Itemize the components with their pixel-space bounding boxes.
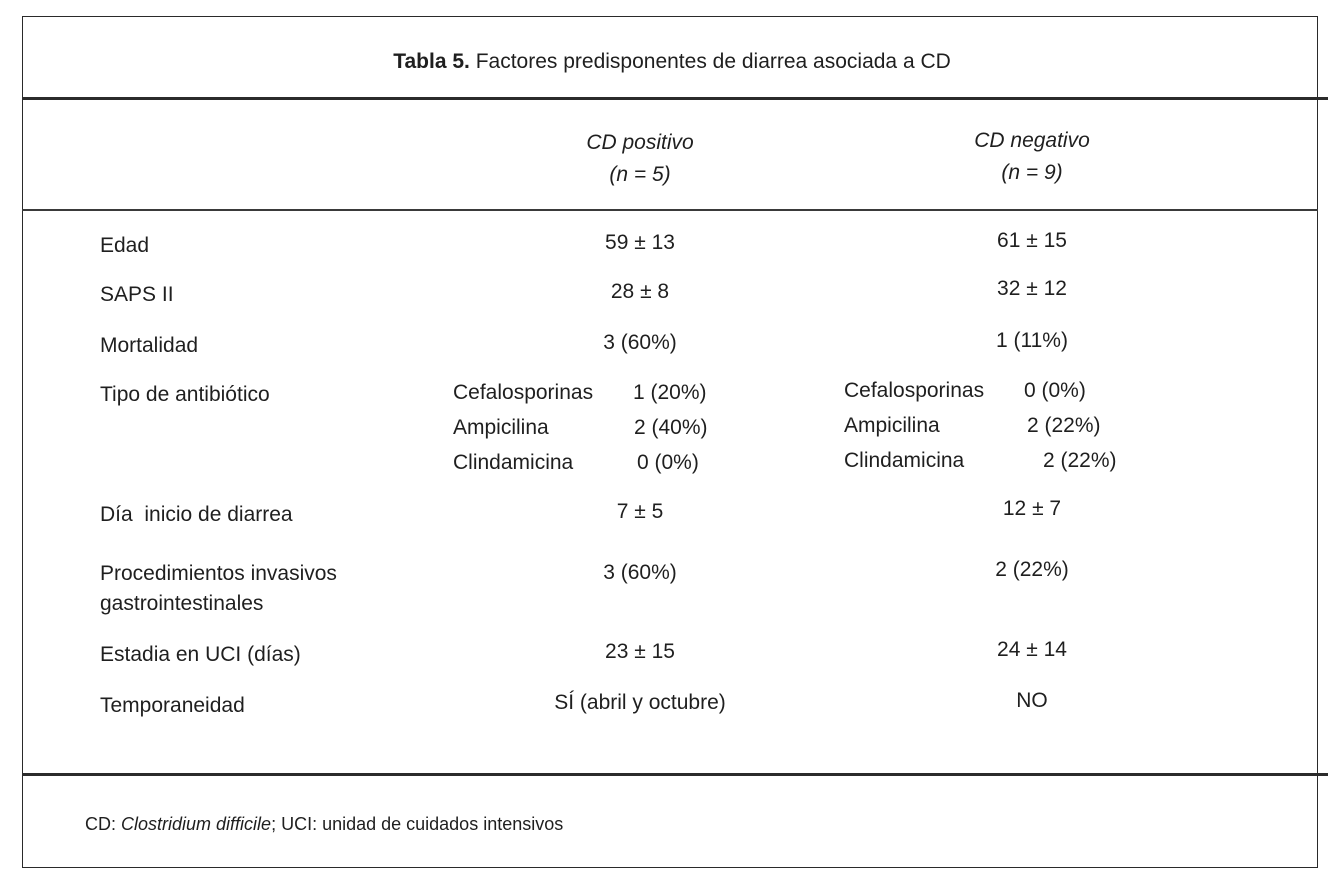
row-label-saps: SAPS II (100, 283, 174, 306)
antibiotic-name: Cefalosporinas (844, 379, 985, 402)
table-number: Tabla 5. (393, 50, 470, 73)
row-label-edad: Edad (100, 234, 150, 257)
column-header-negative-title: CD negativo (974, 129, 1090, 152)
cell-estadia-positive: 23 ± 15 (605, 640, 675, 663)
row-label-procedimientos-line1: Procedimientos invasivos (100, 562, 337, 585)
row-label-temporaneidad: Temporaneidad (100, 694, 245, 717)
cell-procedimientos-negative: 2 (22%) (995, 558, 1069, 581)
column-header-negative-n: (n = 9) (1001, 161, 1063, 184)
cell-dia-inicio-positive: 7 ± 5 (616, 500, 664, 523)
row-label-mortalidad: Mortalidad (100, 334, 199, 357)
cell-edad-positive: 59 ± 13 (605, 231, 675, 254)
cell-estadia-negative: 24 ± 14 (997, 638, 1067, 661)
row-label-antibiotico: Tipo de antibiótico (100, 383, 270, 406)
column-header-rule (22, 209, 1318, 211)
row-label-procedimientos (100, 559, 337, 619)
row-label-estadia: Estadia en UCI (días) (100, 643, 301, 666)
column-header-positive-n: (n = 5) (609, 163, 671, 186)
list-item (453, 375, 753, 410)
antibiotic-value: 2 (22%) (1027, 414, 1101, 437)
list-item (844, 373, 1164, 408)
antibiotic-value: 0 (0%) (637, 451, 699, 474)
cell-temporaneidad-positive: SÍ (abril y octubre) (554, 691, 726, 714)
column-header-negative (882, 125, 1182, 189)
table-footnote (85, 814, 563, 835)
antibiotic-name: Clindamicina (844, 449, 965, 472)
antibiotic-value: 1 (20%) (633, 381, 707, 404)
antibiotic-value: 2 (22%) (1043, 449, 1117, 472)
list-item (844, 443, 1164, 478)
header-rule (22, 97, 1328, 100)
cell-mortalidad-positive: 3 (60%) (603, 331, 677, 354)
cell-temporaneidad-negative: NO (1016, 689, 1048, 712)
antibiotic-value: 2 (40%) (634, 416, 708, 439)
antibiotic-name: Clindamicina (453, 451, 574, 474)
cell-saps-positive: 28 ± 8 (610, 280, 670, 303)
row-label-dia-inicio: Día inicio de diarrea (100, 503, 293, 526)
cell-procedimientos-positive: 3 (60%) (603, 561, 677, 584)
list-item (453, 410, 753, 445)
table-caption: Factores predisponentes de diarrea asociada a CD (475, 50, 951, 73)
column-header-positive-title: CD positivo (586, 131, 694, 154)
footnote-species: Clostridium difficile (121, 814, 272, 834)
column-header-positive (490, 127, 790, 191)
antibiotic-list-negative (844, 373, 1164, 478)
footnote-prefix: CD: (85, 814, 116, 834)
list-item (453, 445, 753, 480)
cell-mortalidad-negative: 1 (11%) (996, 329, 1068, 352)
antibiotic-name: Cefalosporinas (453, 381, 594, 404)
antibiotic-name: Ampicilina (453, 416, 549, 439)
table-title (0, 50, 1344, 74)
antibiotic-value: 0 (0%) (1024, 379, 1086, 402)
footnote-suffix: ; UCI: unidad de cuidados intensivos (271, 814, 564, 834)
row-label-procedimientos-line2: gastrointestinales (100, 592, 264, 615)
antibiotic-list-positive (453, 375, 753, 480)
cell-edad-negative: 61 ± 15 (997, 229, 1067, 252)
antibiotic-name: Ampicilina (844, 414, 940, 437)
footer-rule (22, 773, 1328, 776)
list-item (844, 408, 1164, 443)
cell-dia-inicio-negative: 12 ± 7 (1002, 497, 1062, 520)
cell-saps-negative: 32 ± 12 (997, 277, 1067, 300)
